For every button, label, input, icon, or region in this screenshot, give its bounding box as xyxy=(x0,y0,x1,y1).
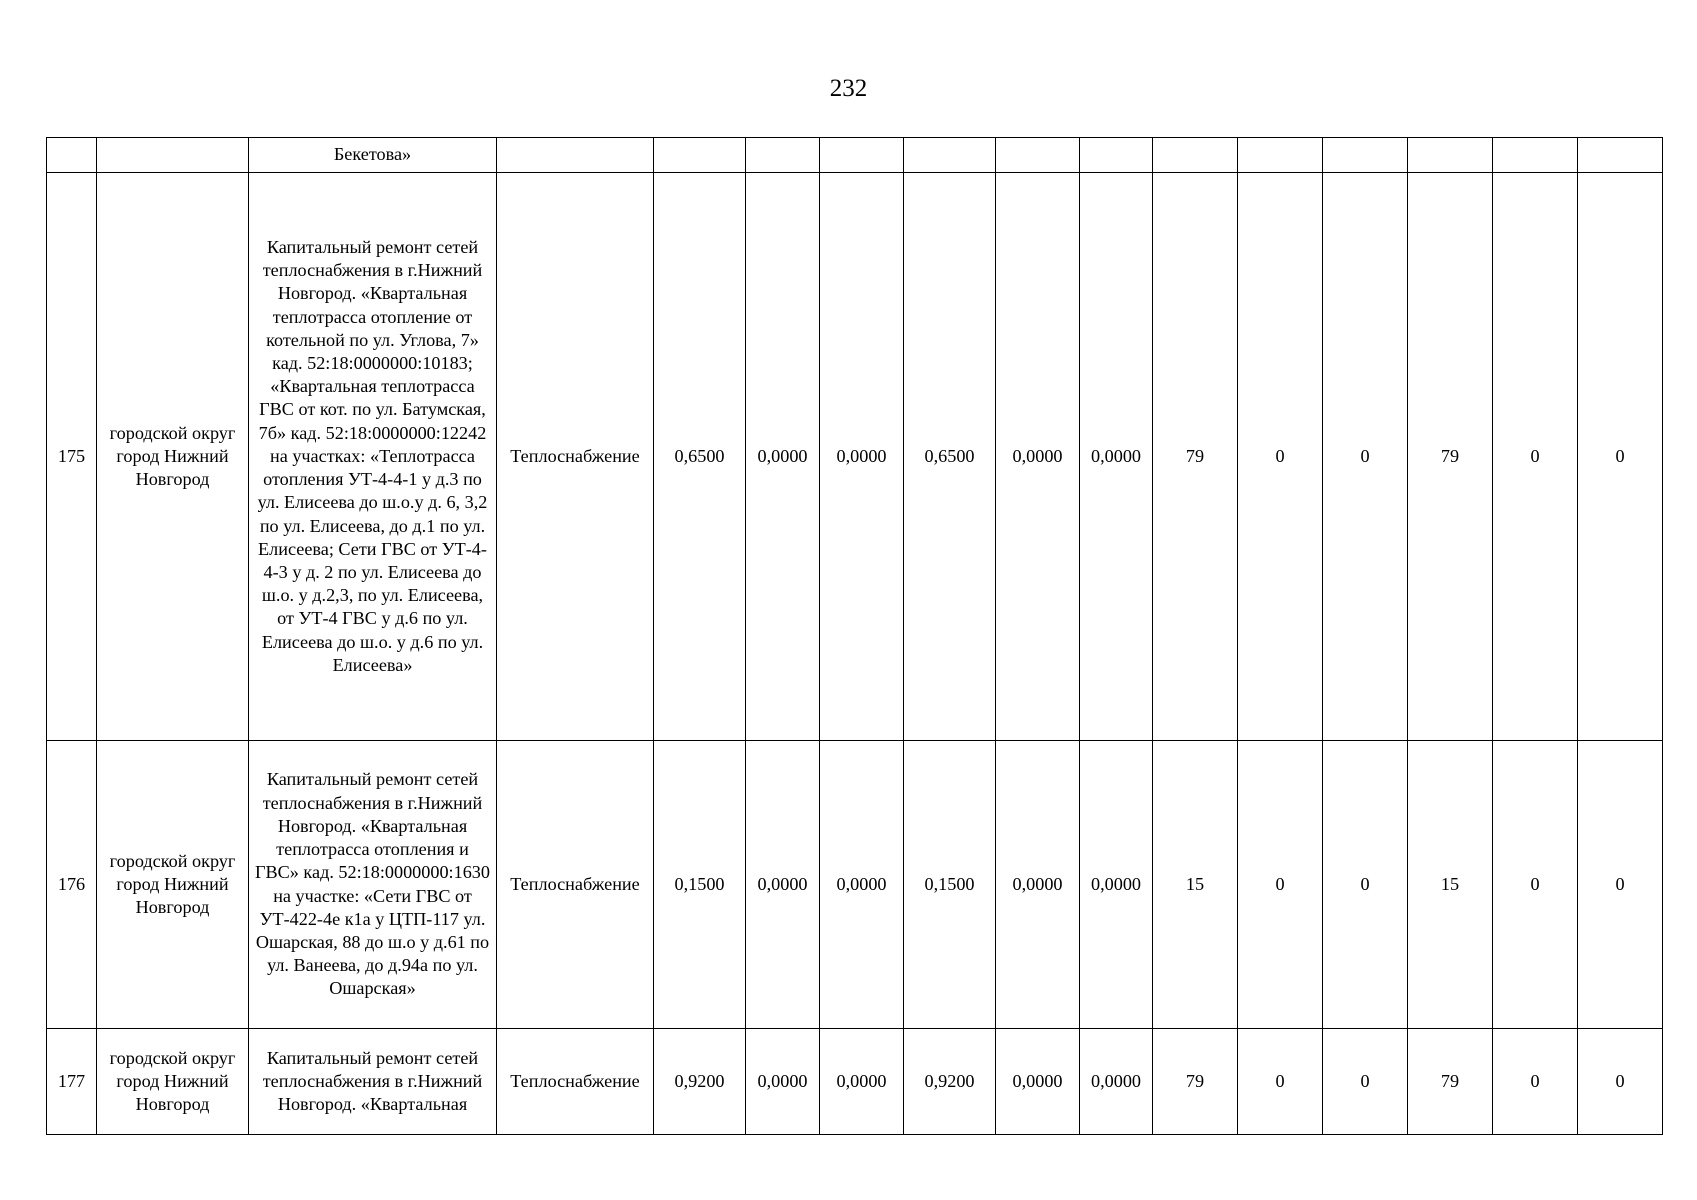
cell-count-5: 0 xyxy=(1493,1029,1578,1135)
cell-value-1: 0,9200 xyxy=(654,1029,746,1135)
cell-region: городской округ город Нижний Новгород xyxy=(97,1029,249,1135)
cell-value-4: 0,1500 xyxy=(904,741,996,1029)
cell-count-2: 0 xyxy=(1238,1029,1323,1135)
cell-count-6: 0 xyxy=(1578,173,1663,741)
cell-value-5: 0,0000 xyxy=(996,741,1080,1029)
cell-no: 175 xyxy=(47,173,97,741)
cell-description: Капитальный ремонт сетей теплоснабжения в г.Нижний Новгород. «Квартальная теплотрасса отопления и ГВС» кад. 52:18:0000000:1630 на участке: «Сети ГВС от УТ-422-4е к1а у ЦТП-117 ул. Ошарская, 88 до ш.о у д.61 по ул. Ванеева, до д.94а по ул. Ошарская» xyxy=(249,741,497,1029)
table-row xyxy=(47,173,1663,741)
cell-region: городской округ город Нижний Новгород xyxy=(97,741,249,1029)
table-row-continuation xyxy=(47,138,1663,173)
cell-service: Теплоснабжение xyxy=(497,741,654,1029)
cell-value-1: 0,6500 xyxy=(654,173,746,741)
cell-value-2 xyxy=(746,138,820,173)
cell-no: 176 xyxy=(47,741,97,1029)
cell-description: Бекетова» xyxy=(249,138,497,173)
cell-value-4 xyxy=(904,138,996,173)
cell-count-1: 79 xyxy=(1153,1029,1238,1135)
cell-no xyxy=(47,138,97,173)
cell-value-4: 0,6500 xyxy=(904,173,996,741)
table-row xyxy=(47,741,1663,1029)
cell-count-3: 0 xyxy=(1323,741,1408,1029)
cell-value-6: 0,0000 xyxy=(1080,173,1153,741)
cell-count-4: 15 xyxy=(1408,741,1493,1029)
cell-count-1 xyxy=(1153,138,1238,173)
cell-count-1: 15 xyxy=(1153,741,1238,1029)
cell-count-3 xyxy=(1323,138,1408,173)
cell-value-6: 0,0000 xyxy=(1080,741,1153,1029)
cell-service: Теплоснабжение xyxy=(497,173,654,741)
cell-value-6: 0,0000 xyxy=(1080,1029,1153,1135)
cell-value-5: 0,0000 xyxy=(996,1029,1080,1135)
cell-count-3: 0 xyxy=(1323,1029,1408,1135)
cell-value-2: 0,0000 xyxy=(746,173,820,741)
cell-count-4 xyxy=(1408,138,1493,173)
cell-count-5: 0 xyxy=(1493,173,1578,741)
cell-value-3: 0,0000 xyxy=(820,173,904,741)
cell-value-2: 0,0000 xyxy=(746,741,820,1029)
cell-count-2 xyxy=(1238,138,1323,173)
cell-value-6 xyxy=(1080,138,1153,173)
page-number: 232 xyxy=(829,75,868,102)
cell-count-5 xyxy=(1493,138,1578,173)
cell-count-4: 79 xyxy=(1408,1029,1493,1135)
cell-count-2: 0 xyxy=(1238,741,1323,1029)
cell-region xyxy=(97,138,249,173)
cell-count-2: 0 xyxy=(1238,173,1323,741)
data-table xyxy=(46,137,1663,1135)
cell-value-5: 0,0000 xyxy=(996,173,1080,741)
cell-value-1: 0,1500 xyxy=(654,741,746,1029)
cell-value-1 xyxy=(654,138,746,173)
cell-description: Капитальный ремонт сетей теплоснабжения в г.Нижний Новгород. «Квартальная xyxy=(249,1029,497,1135)
cell-count-6: 0 xyxy=(1578,741,1663,1029)
cell-region: городской округ город Нижний Новгород xyxy=(97,173,249,741)
cell-count-3: 0 xyxy=(1323,173,1408,741)
cell-value-3 xyxy=(820,138,904,173)
cell-value-3: 0,0000 xyxy=(820,741,904,1029)
cell-count-6 xyxy=(1578,138,1663,173)
cell-value-2: 0,0000 xyxy=(746,1029,820,1135)
cell-value-4: 0,9200 xyxy=(904,1029,996,1135)
cell-service: Теплоснабжение xyxy=(497,1029,654,1135)
cell-no: 177 xyxy=(47,1029,97,1135)
cell-value-3: 0,0000 xyxy=(820,1029,904,1135)
cell-count-1: 79 xyxy=(1153,173,1238,741)
cell-count-6: 0 xyxy=(1578,1029,1663,1135)
cell-service xyxy=(497,138,654,173)
cell-description: Капитальный ремонт сетей теплоснабжения в г.Нижний Новгород. «Квартальная теплотрасса отопление от котельной по ул. Углова, 7» кад. 52:18:0000000:10183; «Квартальная теплотрасса ГВС от кот. по ул. Батумская, 7б» кад. 52:18:0000000:12242 на участках: «Теплотрасса отопления УТ-4-4-1 у д.3 по ул. Елисеева до ш.о.у д. 6, 3,2 по ул. Елисеева, до д.1 по ул. Елисеева; Сети ГВС от УТ-4-4-3 у д. 2 по ул. Елисеева до ш.о. у д.2,3, по ул. Елисеева, от УТ-4 ГВС у д.6 по ул. Елисеева до ш.о. у д.6 по ул. Елисеева» xyxy=(249,173,497,741)
cell-count-4: 79 xyxy=(1408,173,1493,741)
table-row xyxy=(47,1029,1663,1135)
cell-count-5: 0 xyxy=(1493,741,1578,1029)
cell-value-5 xyxy=(996,138,1080,173)
